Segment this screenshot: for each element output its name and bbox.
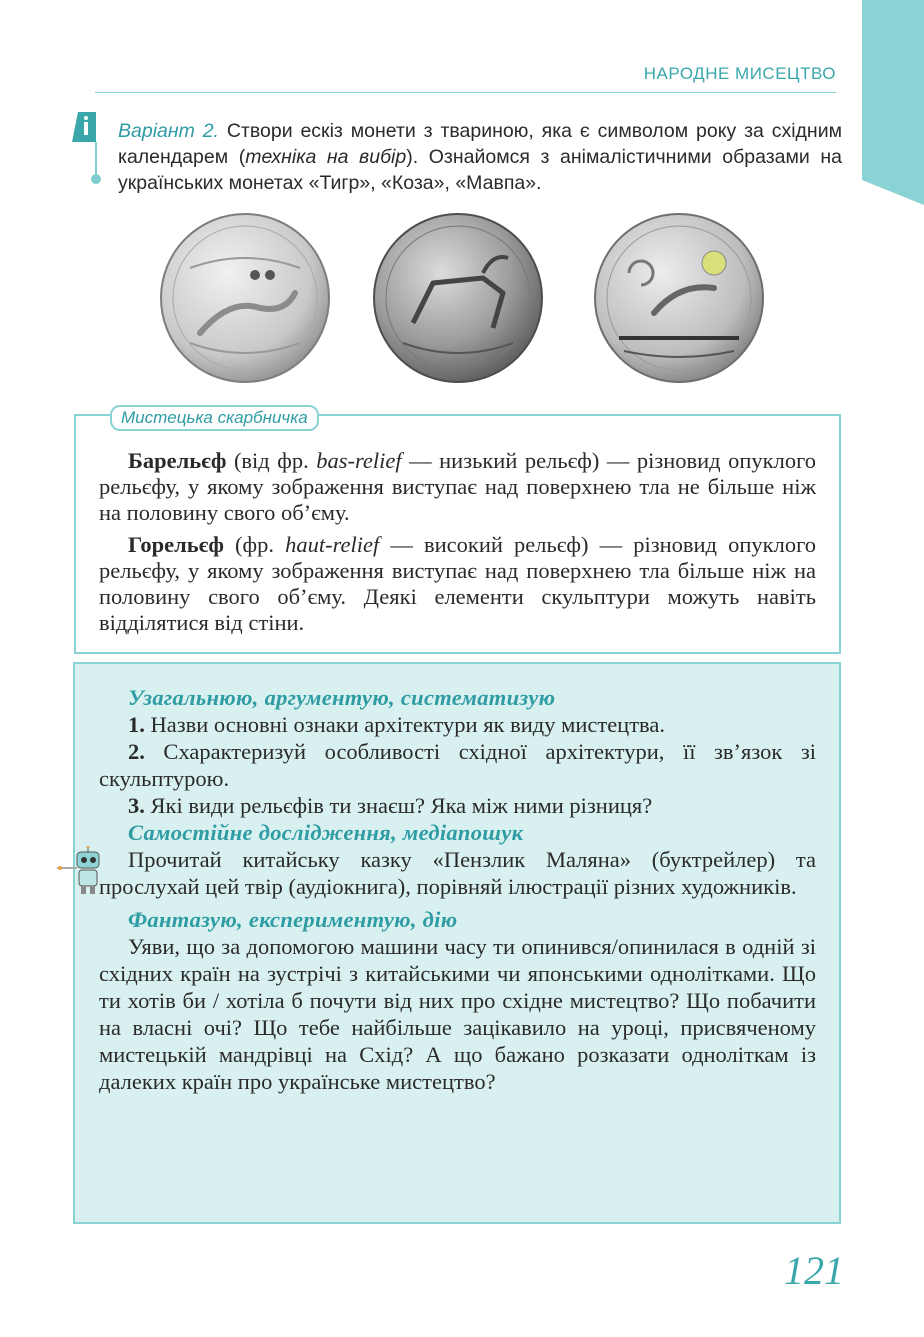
summary-content	[99, 684, 816, 1095]
question-2: 2. Схарактеризуй особливості східної архітектури, її зв’язок зі скульптурою.	[99, 739, 816, 791]
treasury-text	[99, 448, 816, 642]
heading-generalize: Узагальнюю, аргументую, систематизую	[128, 685, 556, 710]
task-text-part-1: Створи ескіз монети з твариною, яка є символом року за східним календарем (	[118, 120, 842, 168]
header-divider	[95, 92, 836, 93]
fantasy-text: Уяви, що за допомогою машини часу ти опинився/опинилася в одній зі східних країн на зустрічі з китайськими чи японськими однолітками. Що ти хотів би / хотіла б почути від них про східне мистецтво? Що побачити на власні очі? Що тебе найбільше зацікавило на уроці, присвяченому мистецькій мандрівці на Схід? А що бажано розказати одноліткам із далеких країн про українське мистецтво?	[99, 934, 816, 1094]
info-marker-icon	[72, 112, 96, 142]
task-marker-stem	[95, 142, 97, 177]
heading-fantasy: Фантазую, експериментую, дію	[128, 907, 458, 932]
haut-relief-term: Горельєф	[128, 532, 224, 557]
coin-goat-image	[373, 213, 543, 383]
coin-monkey-image	[594, 213, 764, 383]
variant-label: Варіант 2.	[118, 120, 219, 142]
question-3: 3. Які види рельєфів ти знаєш? Яка між ними різниця?	[128, 793, 653, 818]
coin-tiger-image	[160, 213, 330, 383]
task-description	[118, 118, 842, 196]
bas-relief-definition: Барельєф (від фр. bas-relief — низький рельєф) — різновид опуклого рельєфу, у якому зображення виступає над поверхнею тла не більше ніж на половину свого об’єму.	[99, 448, 816, 525]
section-title: НАРОДНЕ МИСЕЦТВО	[643, 64, 836, 83]
page-number: 121	[784, 1248, 844, 1293]
bas-relief-term: Барельєф	[128, 448, 227, 473]
question-1: 1. Назви основні ознаки архітектури як виду мистецтва.	[128, 712, 665, 737]
task-text-part-2: ). Ознайомся з анімалістичними образами на українських монетах «Тигр», «Коза», «Мавпа».	[118, 146, 842, 194]
task-marker-dot	[91, 174, 101, 184]
research-text: Прочитай китайську казку «Пензлик Маляна» (буктрейлер) та прослухай цей твір (аудіокнига), порівняй ілюстрації різних художників.	[99, 847, 816, 899]
treasury-label: Мистецька скарбничка	[110, 405, 319, 431]
corner-tab-decoration	[862, 0, 924, 205]
heading-research: Самостійне дослідження, медіапошук	[128, 820, 524, 845]
technique-note: техніка на вибір	[245, 146, 407, 168]
haut-relief-definition: Горельєф (фр. haut-relief — високий рельєф) — різновид опуклого рельєфу, у якому зображення виступає над поверхнею тла більше ніж на половину свого об’єму. Деякі елементи скульптури можуть навіть відділятися від стіни.	[99, 532, 816, 635]
